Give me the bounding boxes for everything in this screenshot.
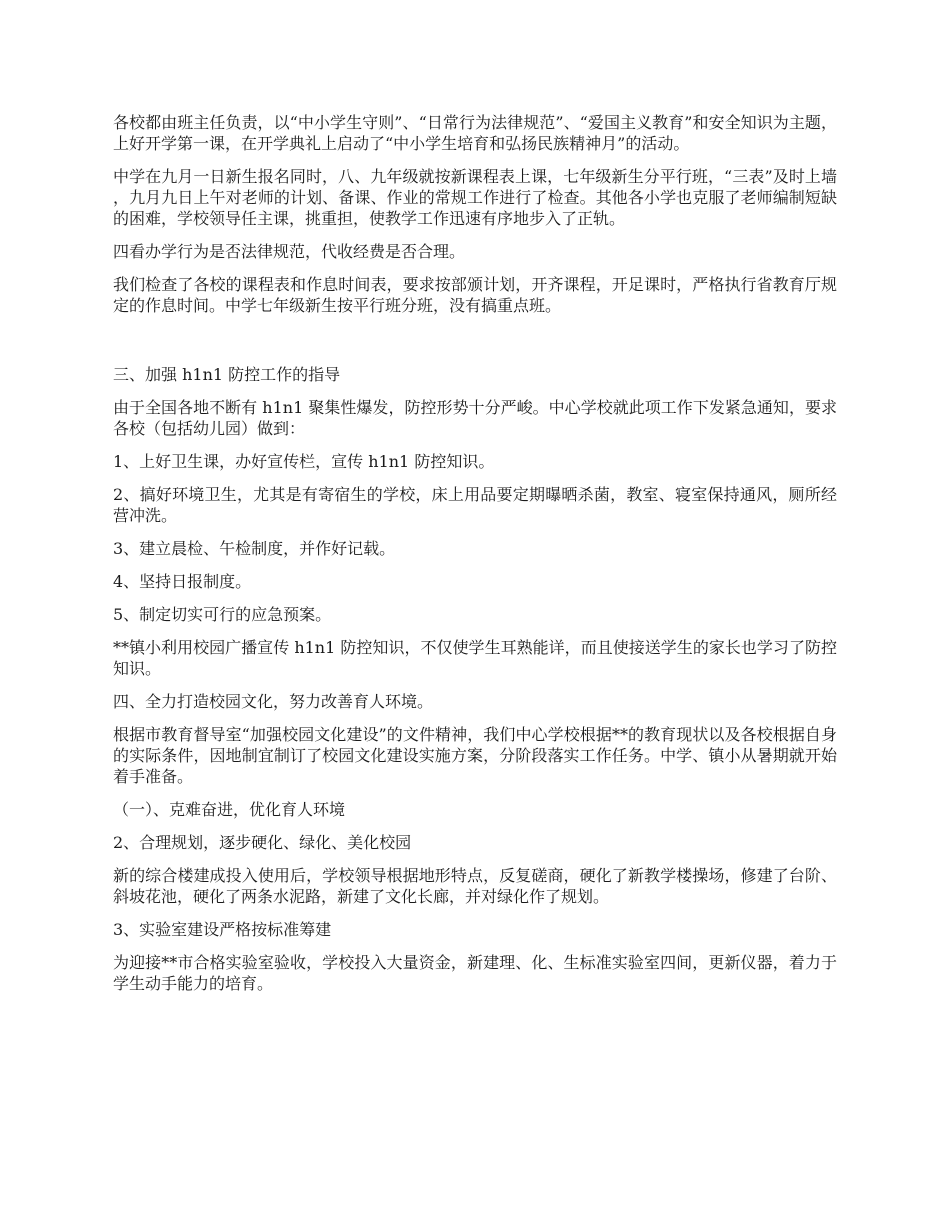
paragraph-broadcast: **镇小利用校园广播宣传 h1n1 防控知识，不仅使学生耳熟能详，而且使接送学生的家长也学习了防控知识。 xyxy=(113,638,837,678)
section-heading-h1n1: 三、加强 h1n1 防控工作的指导 xyxy=(113,365,341,384)
paragraph-culture-plan: 根据市教育督导室“加强校园文化建设”的文件精神，我们中心学校根据**的教育现状以及各校根据自身的实际条件，因地制宜制订了校园文化建设实施方案，分阶段落实工作任务。中学、镇小从暑期就开始着手准备。 xyxy=(113,725,837,786)
paragraph-opening-lesson: 各校都由班主任负责，以“中小学生守则”、“日常行为法律规范”、“爱国主义教育”和安全知识为主题，上好开学第一课，在开学典礼上启动了“中小学生培育和弘扬民族精神月”的活动。 xyxy=(113,113,837,153)
list-item-h1n1-4: 4、坚持日报制度。 xyxy=(113,572,252,591)
list-item-h1n1-1: 1、上好卫生课，办好宣传栏，宣传 h1n1 防控知识。 xyxy=(113,452,495,471)
paragraph-h1n1-notice: 由于全国各地不断有 h1n1 聚集性爆发，防控形势十分严峻。中心学校就此项工作下发紧急通知，要求各校（包括幼儿园）做到： xyxy=(113,398,837,438)
list-item-h1n1-3: 3、建立晨检、午检制度，并作好记载。 xyxy=(113,539,396,558)
paragraph-section-fourth-check: 四看办学行为是否法律规范，代收经费是否合理。 xyxy=(113,242,466,261)
subheading-environment: （一）、克难奋进，优化育人环境 xyxy=(113,800,346,819)
paragraph-schedule-check: 我们检查了各校的课程表和作息时间表，要求按部颁计划，开齐课程，开足课时，严格执行省教育厅规定的作息时间。中学七年级新生按平行班分班，没有搞重点班。 xyxy=(113,275,837,315)
document-page xyxy=(113,112,837,1006)
paragraph-middle-school-start: 中学在九月一日新生报名同时，八、九年级就按新课程表上课，七年级新生分平行班，“三表”及时上墙，九月九日上午对老师的计划、备课、作业的常规工作进行了检查。其他各小学也克服了老师编制短缺的困难，学校领导任主课，挑重担，使教学工作迅速有序地步入了正轨。 xyxy=(113,167,837,228)
subheading-laboratory: 3、实验室建设严格按标准筹建 xyxy=(113,920,332,939)
subheading-campus-planning: 2、合理规划，逐步硬化、绿化、美化校园 xyxy=(113,833,412,852)
paragraph-laboratory: 为迎接**市合格实验室验收，学校投入大量资金，新建理、化、生标准实验室四间，更新仪器，着力于学生动手能力的培育。 xyxy=(113,953,837,993)
list-item-h1n1-5: 5、制定切实可行的应急预案。 xyxy=(113,605,332,624)
section-gap xyxy=(113,328,837,364)
paragraph-new-building: 新的综合楼建成投入使用后，学校领导根据地形特点，反复磋商，硬化了新教学楼操场，修建了台阶、斜坡花池，硬化了两条水泥路，新建了文化长廊，并对绿化作了规划。 xyxy=(113,866,837,906)
section-heading-campus-culture: 四、全力打造校园文化，努力改善育人环境。 xyxy=(113,692,434,711)
list-item-h1n1-2: 2、搞好环境卫生，尤其是有寄宿生的学校，床上用品要定期曝晒杀菌，教室、寝室保持通风，厕所经营冲洗。 xyxy=(113,485,837,525)
